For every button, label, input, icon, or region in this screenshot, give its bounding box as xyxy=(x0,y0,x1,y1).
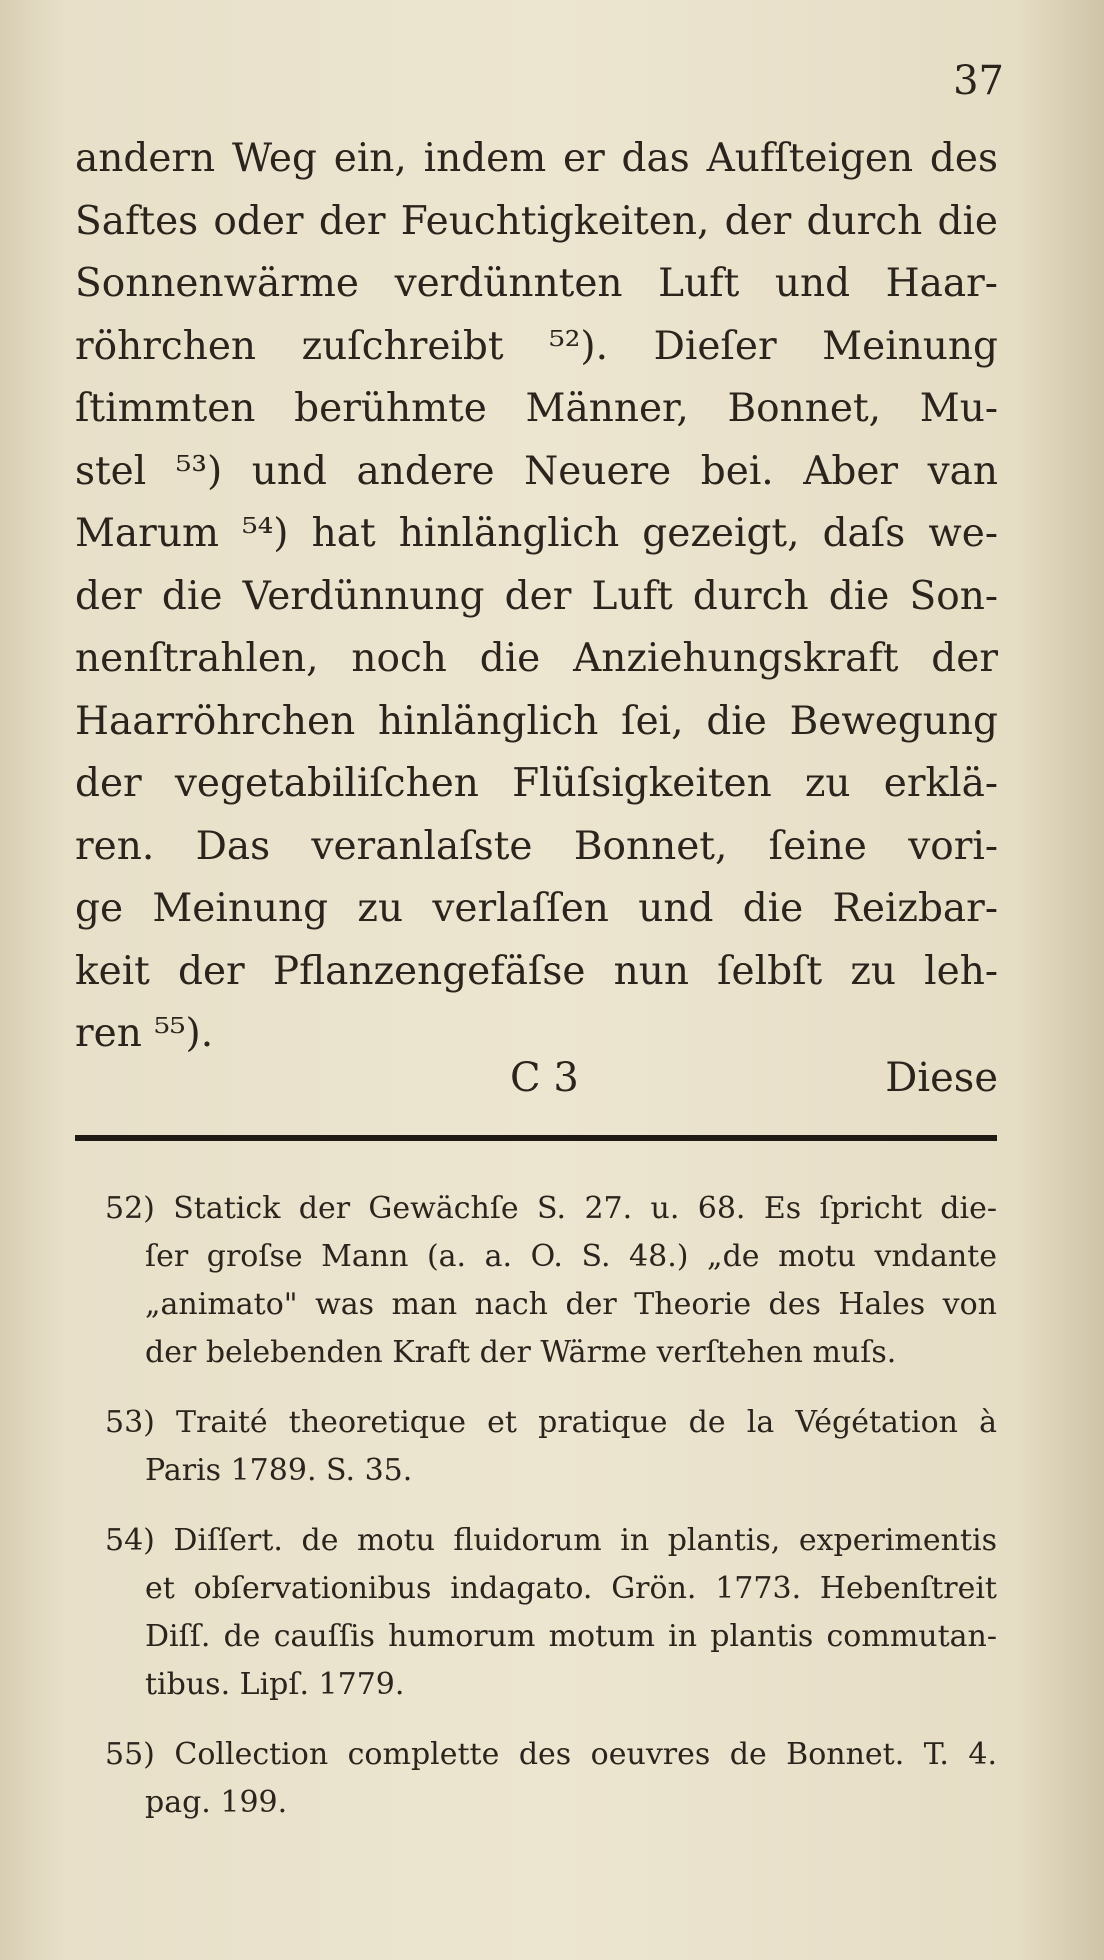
footnote-52 xyxy=(105,1185,997,1377)
text-line: stel ⁵³) und andere Neuere bei. Aber van xyxy=(75,448,998,494)
footnote-line: Paris 1789. S. 35. xyxy=(145,1453,413,1488)
text-line: röhrchen zuſchreibt ⁵²). Dieſer Meinung xyxy=(75,323,998,369)
text-line: der die Verdünnung der Luft durch die Son- xyxy=(75,573,998,619)
signature-mark: C 3 xyxy=(510,1055,579,1101)
text-line: der vegetabiliſchen Flüſsigkeiten zu erklä- xyxy=(75,761,998,806)
footnote-line: ſer groſse Mann (a. a. O. S. 48.) „de motu vndante xyxy=(145,1239,997,1274)
footnote-line: Diſſ. de cauſſis humorum motum in plantis commutan- xyxy=(145,1619,997,1654)
page-number: 37 xyxy=(953,58,1004,104)
signature-row xyxy=(510,1055,998,1101)
footnote-line: 52) Statick der Gewächſe S. 27. u. 68. Es ſpricht die- xyxy=(105,1191,997,1226)
footnote-line: 53) Traité theoretique et pratique de la Végétation à xyxy=(105,1405,997,1440)
text-line: Haarröhrchen hinlänglich ſei, die Bewegung xyxy=(75,698,998,744)
footnote-55 xyxy=(105,1731,997,1827)
footnote-53 xyxy=(105,1399,997,1495)
main-text xyxy=(75,128,998,1066)
text-line: Marum ⁵⁴) hat hinlänglich gezeigt, daſs we- xyxy=(75,511,998,556)
text-line: Sonnenwärme verdünnten Luft und Haar- xyxy=(75,261,998,306)
footnote-line: „animato" was man nach der Theorie des Hales von xyxy=(145,1287,997,1322)
footnote-line: 55) Collection complette des oeuvres de Bonnet. T. 4. xyxy=(105,1737,997,1772)
text-line: ren ⁵⁵). xyxy=(75,1011,214,1056)
text-line: andern Weg ein, indem er das Aufſteigen des xyxy=(75,136,998,181)
text-line: ren. Das veranlaſste Bonnet, ſeine vori- xyxy=(75,823,998,869)
footnote-line: et obſervationibus indagato. Grön. 1773. Hebenſtreit xyxy=(145,1571,997,1606)
footnote-line: der belebenden Kraft der Wärme verſtehen muſs. xyxy=(145,1335,897,1370)
text-line: keit der Pflanzengefäſse nun ſelbſt zu leh- xyxy=(75,948,998,994)
footnote-line: pag. 199. xyxy=(145,1785,288,1820)
text-line: Saftes oder der Feuchtigkeiten, der durch die xyxy=(75,198,998,244)
footnote-line: 54) Diſſert. de motu fluidorum in plantis, experimentis xyxy=(105,1523,997,1558)
text-line: ſtimmten berühmte Männer, Bonnet, Mu- xyxy=(75,386,998,431)
text-line: nenſtrahlen, noch die Anziehungskraft der xyxy=(75,636,998,681)
catchword: Diese xyxy=(885,1055,998,1101)
footnote-54 xyxy=(105,1517,997,1709)
footnote-line: tibus. Lipſ. 1779. xyxy=(145,1667,405,1702)
footnotes xyxy=(105,1185,997,1849)
text-line: ge Meinung zu verlaſſen und die Reizbar- xyxy=(75,886,998,931)
footnote-divider xyxy=(75,1135,997,1141)
